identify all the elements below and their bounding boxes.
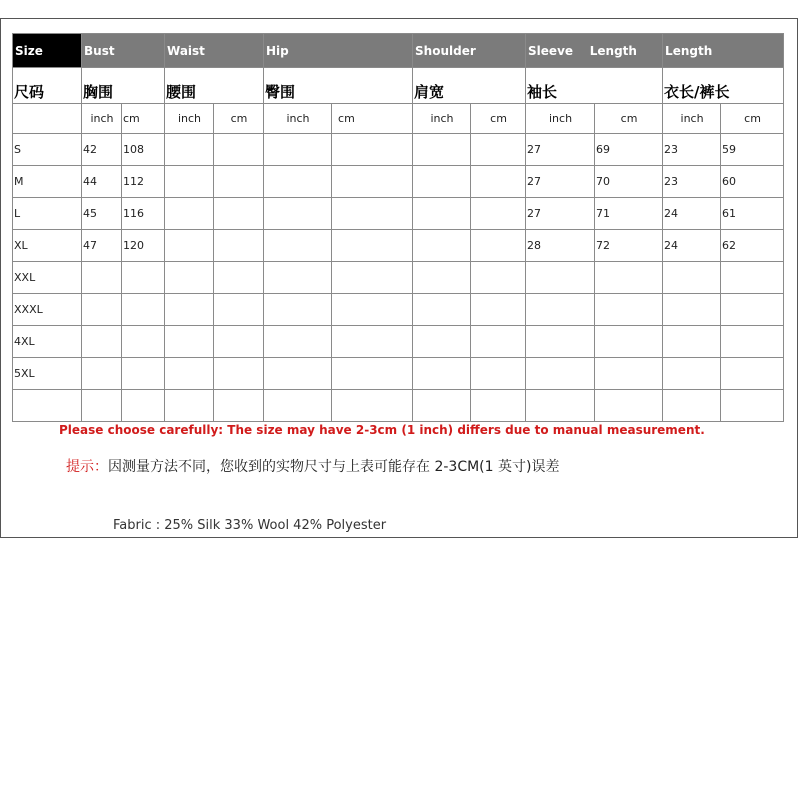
- measurement-cell: [595, 262, 663, 294]
- measurement-cell: [214, 294, 264, 326]
- unit-cm: cm: [122, 104, 165, 134]
- header-sleeve-length: [526, 34, 663, 68]
- measurement-cell: [413, 294, 471, 326]
- measurement-cell: [264, 166, 332, 198]
- unit-inch: inch: [264, 104, 332, 134]
- measurement-cell: 59: [721, 134, 784, 166]
- measurement-cell: [165, 198, 214, 230]
- measurement-cell: [332, 230, 413, 262]
- measurement-cell: [165, 294, 214, 326]
- measurement-cell: 28: [526, 230, 595, 262]
- measurement-cell: [165, 326, 214, 358]
- measurement-cell: [413, 390, 471, 422]
- header-zh-hip: 臀围: [264, 68, 413, 104]
- measurement-cell: [264, 294, 332, 326]
- unit-inch: inch: [663, 104, 721, 134]
- notice-chinese: [66, 456, 559, 476]
- size-chart-table: [12, 33, 784, 422]
- measurement-cell: 27: [526, 198, 595, 230]
- measurement-cell: [122, 390, 165, 422]
- measurement-cell: [264, 358, 332, 390]
- measurement-cell: [721, 262, 784, 294]
- measurement-cell: [413, 262, 471, 294]
- measurement-cell: 45: [82, 198, 122, 230]
- table-row: [13, 166, 784, 198]
- size-label-cell: 4XL: [13, 326, 82, 358]
- units-row: [13, 104, 784, 134]
- units-blank: [13, 104, 82, 134]
- measurement-cell: [165, 230, 214, 262]
- measurement-cell: [526, 262, 595, 294]
- measurement-cell: [264, 198, 332, 230]
- fabric-composition: Fabric : 25% Silk 33% Wool 42% Polyester: [113, 518, 387, 533]
- measurement-cell: [332, 166, 413, 198]
- table-row: [13, 326, 784, 358]
- measurement-cell: [82, 390, 122, 422]
- size-label-cell: [13, 390, 82, 422]
- measurement-cell: 112: [122, 166, 165, 198]
- measurement-cell: [471, 294, 526, 326]
- measurement-cell: [214, 134, 264, 166]
- measurement-cell: [595, 390, 663, 422]
- measurement-cell: [332, 262, 413, 294]
- header-length: Length: [663, 34, 784, 68]
- measurement-cell: [721, 326, 784, 358]
- header-sleeve-word: Sleeve: [528, 43, 574, 58]
- notice-english: Please choose carefully: The size may have 2-3cm (1 inch) differs due to manual measurement.: [59, 423, 705, 437]
- measurement-cell: [663, 358, 721, 390]
- measurement-cell: 24: [663, 198, 721, 230]
- measurement-cell: [264, 326, 332, 358]
- measurement-cell: [122, 294, 165, 326]
- measurement-cell: [471, 134, 526, 166]
- header-zh-bust: 胸围: [82, 68, 165, 104]
- measurement-cell: [332, 390, 413, 422]
- measurement-cell: [721, 390, 784, 422]
- unit-cm: cm: [214, 104, 264, 134]
- measurement-cell: 69: [595, 134, 663, 166]
- header-zh-waist: 腰围: [165, 68, 264, 104]
- measurement-cell: 23: [663, 166, 721, 198]
- measurement-cell: [413, 166, 471, 198]
- measurement-cell: 27: [526, 134, 595, 166]
- measurement-cell: [721, 294, 784, 326]
- size-label-cell: XL: [13, 230, 82, 262]
- measurement-cell: [471, 230, 526, 262]
- table-row: [13, 390, 784, 422]
- header-size: Size: [13, 34, 82, 68]
- measurement-cell: [82, 294, 122, 326]
- unit-cm: cm: [471, 104, 526, 134]
- header-zh-shoulder: 肩宽: [413, 68, 526, 104]
- measurement-cell: [413, 230, 471, 262]
- measurement-cell: [264, 262, 332, 294]
- measurement-cell: 60: [721, 166, 784, 198]
- measurement-cell: [82, 262, 122, 294]
- measurement-cell: [214, 326, 264, 358]
- measurement-cell: [471, 198, 526, 230]
- unit-inch: inch: [82, 104, 122, 134]
- measurement-cell: 24: [663, 230, 721, 262]
- measurement-cell: [663, 326, 721, 358]
- measurement-cell: [526, 358, 595, 390]
- measurement-cell: [214, 358, 264, 390]
- measurement-cell: [82, 326, 122, 358]
- table-row: [13, 230, 784, 262]
- measurement-cell: [526, 390, 595, 422]
- measurement-cell: 108: [122, 134, 165, 166]
- header-zh-length: 衣长/裤长: [663, 68, 784, 104]
- table-row: [13, 358, 784, 390]
- unit-cm: cm: [595, 104, 663, 134]
- notice-chinese-text: 因测量方法不同，您收到的实物尺寸与上表可能存在 2-3CM(1 英寸)误差: [108, 459, 560, 475]
- measurement-cell: [663, 262, 721, 294]
- measurement-cell: [413, 326, 471, 358]
- measurement-cell: [721, 358, 784, 390]
- measurement-cell: [471, 390, 526, 422]
- unit-inch: inch: [413, 104, 471, 134]
- header-bust: Bust: [82, 34, 165, 68]
- measurement-cell: [214, 262, 264, 294]
- header-hip: Hip: [264, 34, 413, 68]
- header-row-en: [13, 34, 784, 68]
- measurement-cell: 116: [122, 198, 165, 230]
- table-row: [13, 294, 784, 326]
- measurement-cell: 47: [82, 230, 122, 262]
- measurement-cell: [165, 390, 214, 422]
- measurement-cell: 27: [526, 166, 595, 198]
- measurement-cell: [122, 358, 165, 390]
- unit-cm: cm: [721, 104, 784, 134]
- measurement-cell: 44: [82, 166, 122, 198]
- measurement-cell: [332, 134, 413, 166]
- measurement-cell: [214, 230, 264, 262]
- measurement-cell: 120: [122, 230, 165, 262]
- measurement-cell: 70: [595, 166, 663, 198]
- measurement-cell: [471, 166, 526, 198]
- measurement-cell: [413, 358, 471, 390]
- size-label-cell: L: [13, 198, 82, 230]
- unit-cm: cm: [332, 104, 413, 134]
- measurement-cell: [595, 358, 663, 390]
- measurement-cell: [471, 326, 526, 358]
- measurement-cell: 23: [663, 134, 721, 166]
- table-row: [13, 198, 784, 230]
- measurement-cell: [595, 294, 663, 326]
- header-shoulder: Shoulder: [413, 34, 526, 68]
- measurement-cell: [471, 358, 526, 390]
- measurement-cell: [526, 294, 595, 326]
- measurement-cell: [122, 262, 165, 294]
- measurement-cell: [214, 390, 264, 422]
- measurement-cell: [332, 326, 413, 358]
- measurement-cell: [332, 358, 413, 390]
- measurement-cell: 71: [595, 198, 663, 230]
- measurement-cell: [413, 198, 471, 230]
- measurement-cell: [165, 134, 214, 166]
- measurement-cell: [264, 134, 332, 166]
- size-label-cell: 5XL: [13, 358, 82, 390]
- measurement-cell: 61: [721, 198, 784, 230]
- measurement-cell: [526, 326, 595, 358]
- size-label-cell: XXXL: [13, 294, 82, 326]
- header-sleeve-length-word: Length: [589, 43, 637, 58]
- table-row: [13, 262, 784, 294]
- measurement-cell: [471, 262, 526, 294]
- measurement-cell: [214, 166, 264, 198]
- measurement-cell: [214, 198, 264, 230]
- measurement-cell: [264, 230, 332, 262]
- measurement-cell: [663, 294, 721, 326]
- header-zh-sleeve: 袖长: [526, 68, 663, 104]
- measurement-cell: [122, 326, 165, 358]
- header-row-zh: [13, 68, 784, 104]
- table-row: [13, 134, 784, 166]
- size-label-cell: S: [13, 134, 82, 166]
- measurement-cell: [165, 358, 214, 390]
- measurement-cell: [595, 326, 663, 358]
- header-waist: Waist: [165, 34, 264, 68]
- notice-tip-label: 提示：: [66, 459, 108, 475]
- header-zh-size: 尺码: [13, 68, 82, 104]
- size-label-cell: M: [13, 166, 82, 198]
- measurement-cell: [332, 198, 413, 230]
- measurement-cell: 72: [595, 230, 663, 262]
- unit-inch: inch: [526, 104, 595, 134]
- measurement-cell: [165, 166, 214, 198]
- measurement-cell: [663, 390, 721, 422]
- unit-inch: inch: [165, 104, 214, 134]
- size-label-cell: XXL: [13, 262, 82, 294]
- measurement-cell: 42: [82, 134, 122, 166]
- measurement-cell: [413, 134, 471, 166]
- measurement-cell: [264, 390, 332, 422]
- measurement-cell: [82, 358, 122, 390]
- measurement-cell: [165, 262, 214, 294]
- measurement-cell: [332, 294, 413, 326]
- measurement-cell: 62: [721, 230, 784, 262]
